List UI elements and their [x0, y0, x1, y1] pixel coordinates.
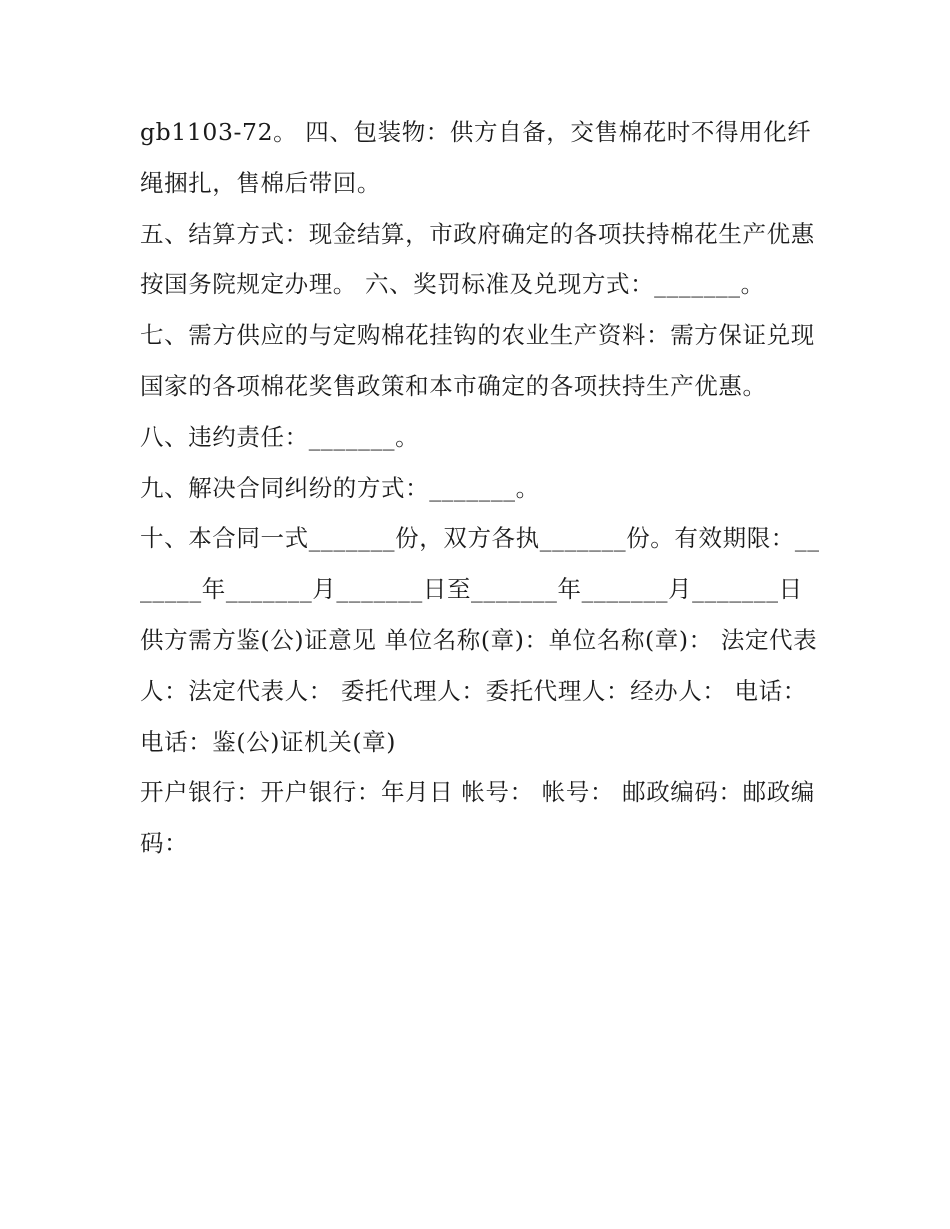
paragraph-dispute: 九、解决合同纠纷的方式：_______。 [140, 473, 540, 502]
document-body [140, 107, 820, 869]
paragraph-bank-info: 开户银行：开户银行：年月日 帐号： 帐号： 邮政编码：邮政编码： [140, 778, 815, 858]
paragraph-packaging: gb1103-72。 四、包装物：供方自备，交售棉花时不得用化纤绳捆扎，售棉后带回。 [140, 118, 812, 197]
paragraph-settlement: 五、结算方式：现金结算，市政府确定的各项扶持棉花生产优惠按国务院规定办理。 六、奖罚标准及兑现方式：_______。 [140, 219, 815, 299]
paragraph-supplies: 七、需方供应的与定购棉花挂钩的农业生产资料：需方保证兑现国家的各项棉花奖售政策和本市确定的各项扶持生产优惠。 [140, 321, 815, 400]
paragraph-liability: 八、违约责任：_______。 [140, 422, 420, 451]
paragraph-copies-validity: 十、本合同一式_______份，双方各执_______份。有效期限：_______年_______月_______日至_______年_______月_______日 [140, 524, 820, 604]
paragraph-signatures: 供方需方鉴(公)证意见 单位名称(章)：单位名称(章)： 法定代表人：法定代表人： 委托代理人：委托代理人：经办人： 电话：电话：鉴(公)证机关(章) [140, 625, 818, 756]
